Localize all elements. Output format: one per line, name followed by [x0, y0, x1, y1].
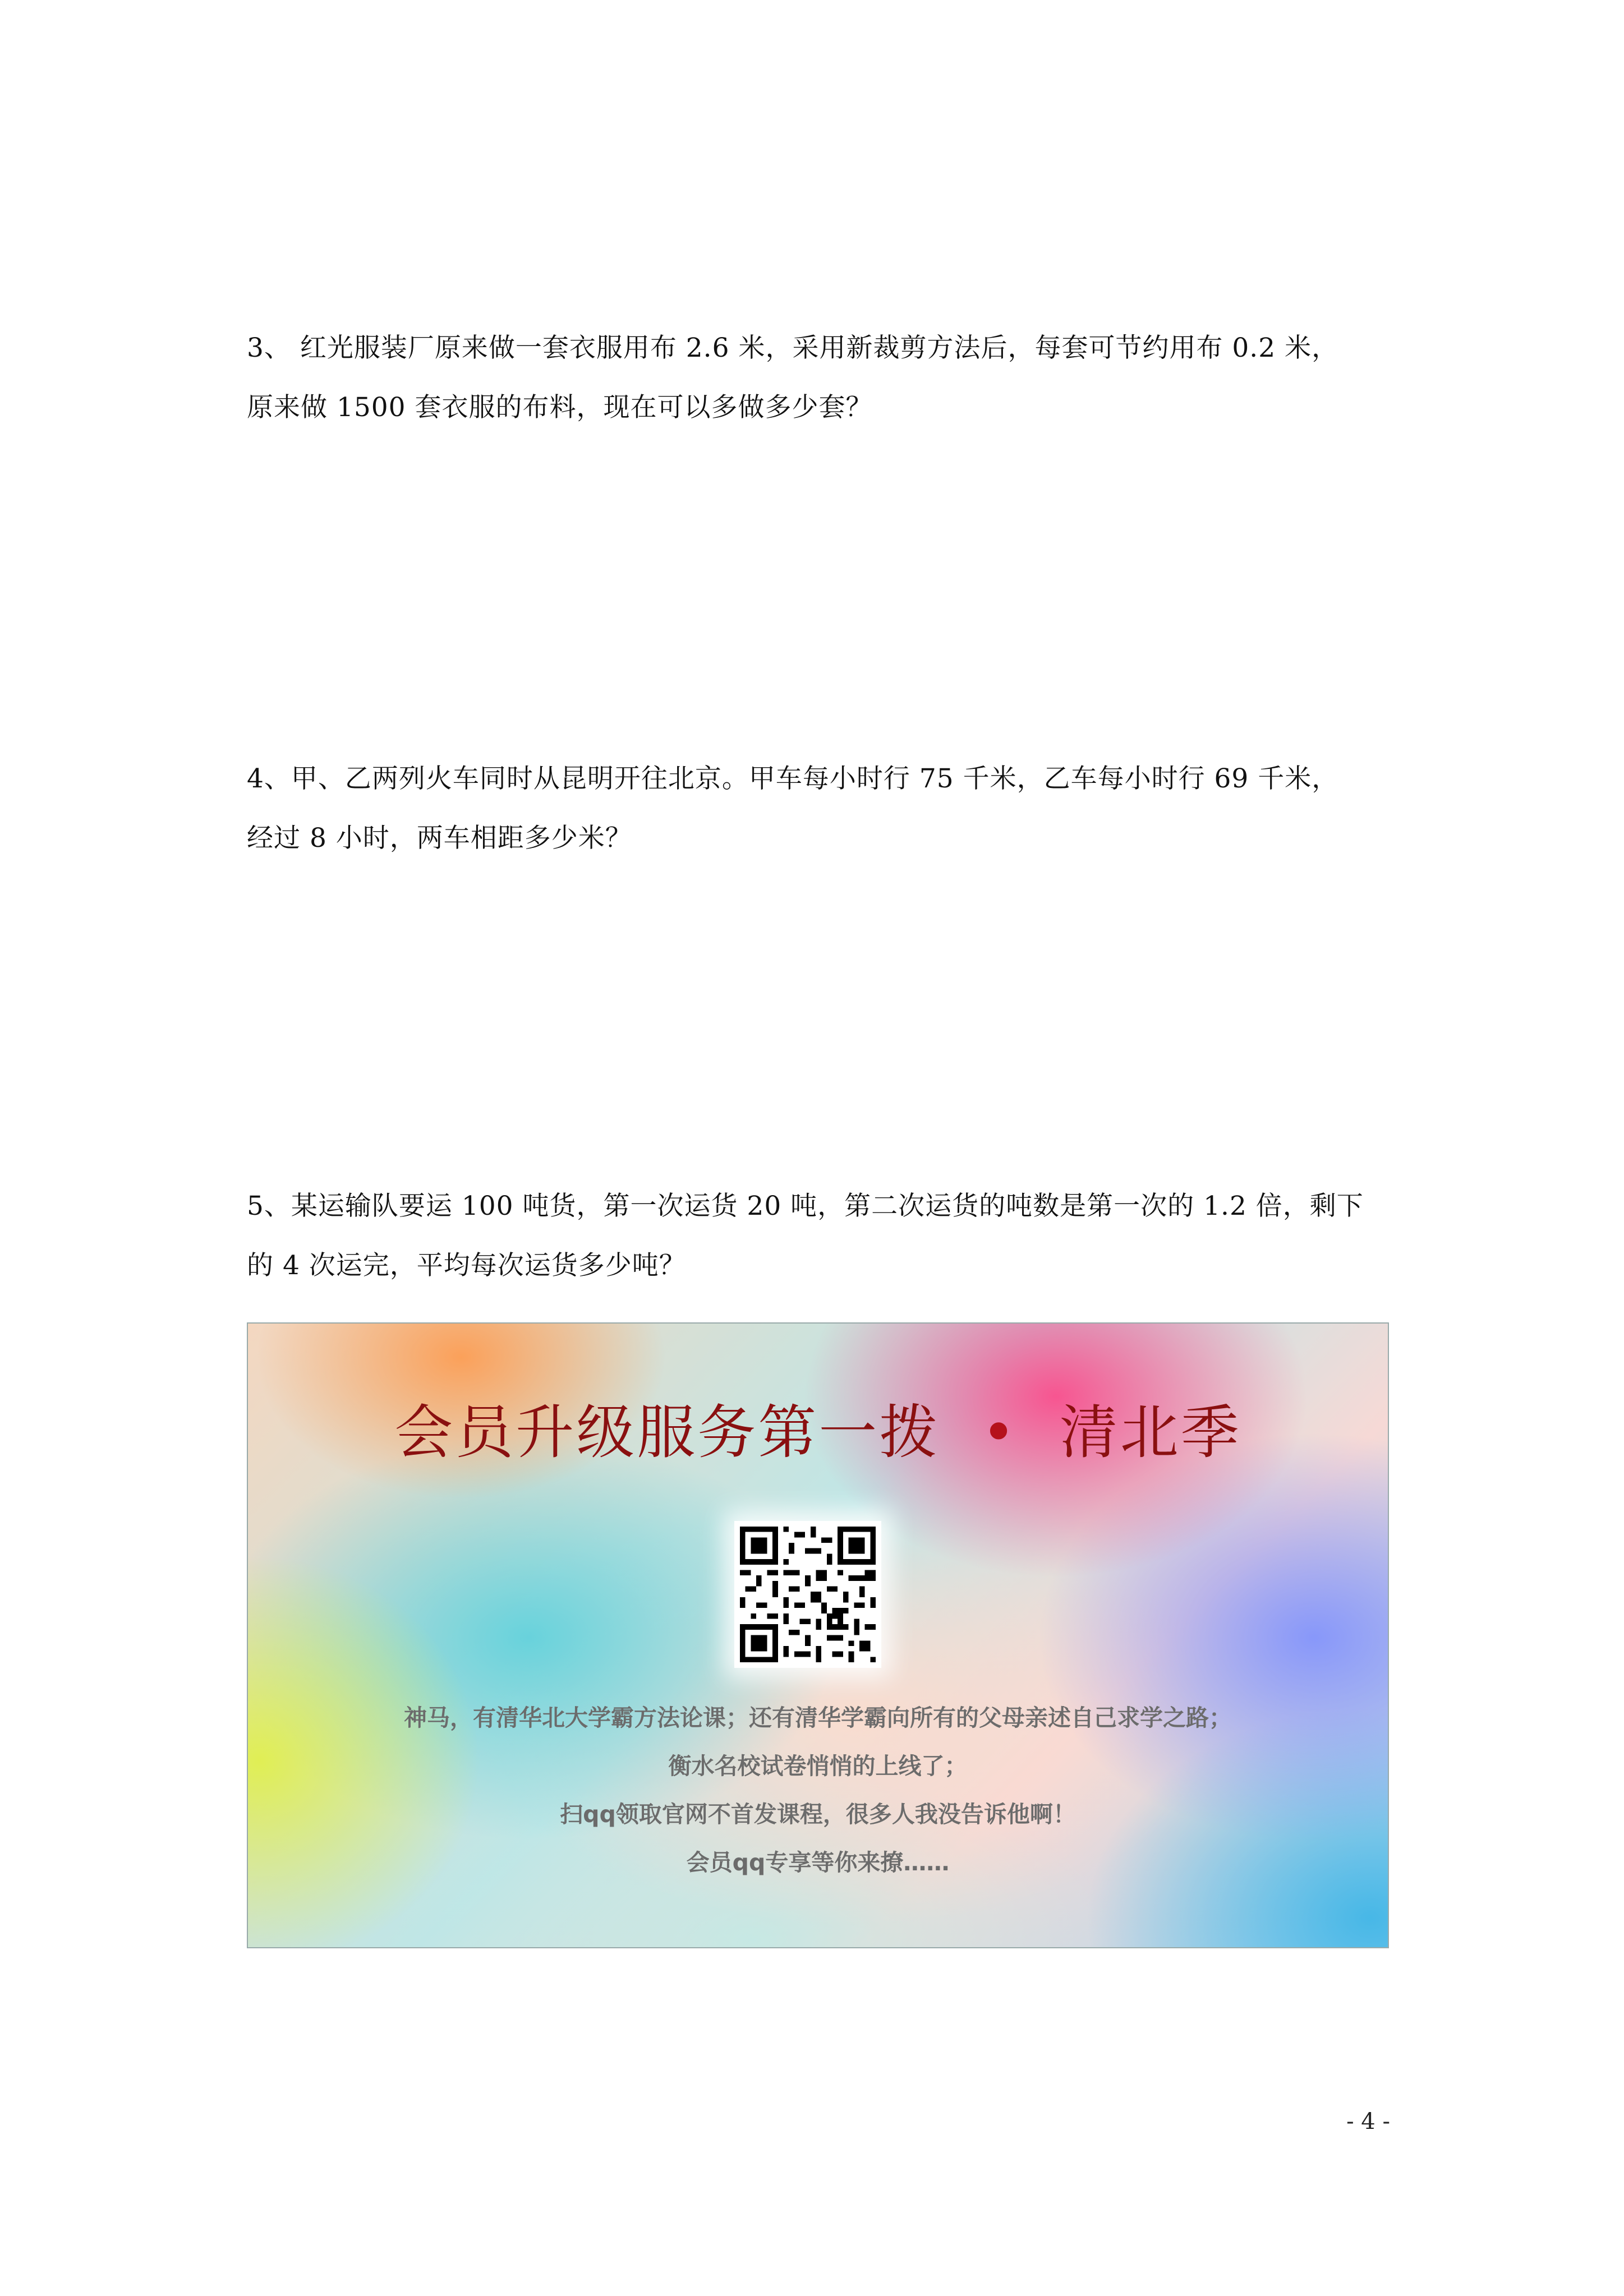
banner-title-right: 清北季	[1059, 1398, 1241, 1467]
problem-3-line-2: 原来做 1500 套衣服的布料，现在可以多做多少套？	[247, 392, 873, 423]
banner-line-4: 会员qq专享等你来撩……	[686, 1849, 950, 1876]
banner-title-left: 会员升级服务第一拨	[394, 1398, 940, 1467]
banner-title-dot: •	[981, 1398, 1018, 1467]
problem-4-line-1: 4、甲、乙两列火车同时从昆明开往北京。甲车每小时行 75 千米，乙车每小时行 69 千米，	[247, 763, 1339, 794]
problem-3-line-1: 3、 红光服装厂原来做一套衣服用布 2.6 米，采用新裁剪方法后，每套可节约用布 0.2 米，	[247, 333, 1339, 363]
problem-4-line-2: 经过 8 小时，两车相距多少米？	[247, 823, 632, 854]
membership-banner[interactable]	[247, 1322, 1389, 1948]
banner-line-2: 衡水名校试卷悄悄的上线了；	[668, 1753, 968, 1779]
banner-line-1: 神马，有清华北大学霸方法论课；还有清华学霸向所有的父母亲述自己求学之路；	[404, 1704, 1232, 1731]
banner-promo-text	[248, 1694, 1388, 1887]
qr-code-image[interactable]	[734, 1521, 881, 1668]
page-number: - 4 -	[1346, 2109, 1390, 2134]
problem-5-line-1: 5、某运输队要运 100 吨货，第一次运货 20 吨，第二次运货的吨数是第一次的 1.2 倍，剩下	[247, 1191, 1364, 1221]
problem-4	[247, 749, 1391, 868]
problem-3	[247, 319, 1391, 437]
problem-5-line-2: 的 4 次运完，平均每次运货多少吨？	[247, 1250, 686, 1281]
problem-5	[247, 1177, 1391, 1295]
banner-line-3: 扫qq领取官网不首发课程，很多人我没告诉他啊！	[560, 1801, 1076, 1828]
banner-title	[248, 1385, 1388, 1469]
qr-code-graphic	[740, 1527, 876, 1662]
